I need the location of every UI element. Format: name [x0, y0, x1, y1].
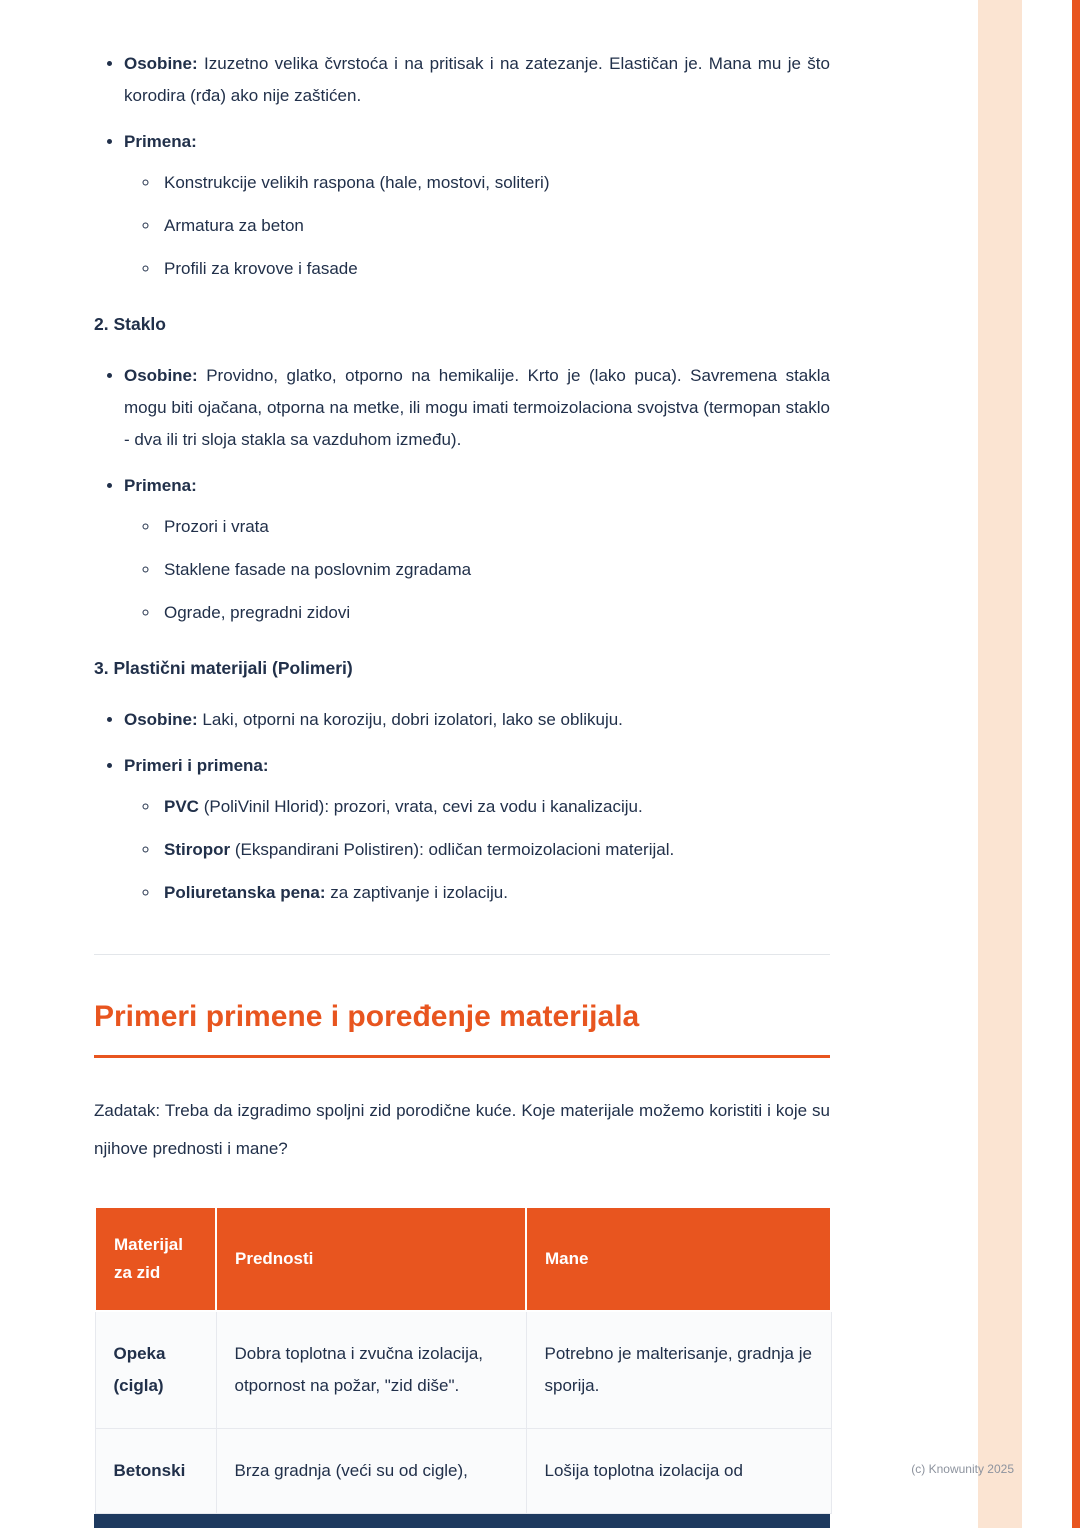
primena-line — [124, 470, 830, 502]
plastika-primeri-sublist — [124, 792, 830, 908]
table-header — [95, 1207, 831, 1311]
osobine-text: Izuzetno velika čvrstoća i na pritisak i na zatezanje. Elastičan je. Mana mu je što korodira (rđa) ako nije zaštićen. — [124, 54, 830, 105]
primeri-item-label: PVC — [164, 797, 199, 816]
osobine-label: Osobine: — [124, 710, 198, 729]
list-item-osobine — [124, 360, 830, 456]
primena-item: ◦ Armatura za beton — [160, 211, 830, 241]
primeri-item-text: (Ekspandirani Polistiren): odličan termoizolacioni materijal. — [234, 840, 675, 859]
list-item-primeri — [124, 750, 830, 908]
primeri-item-text: (PoliVinil Hlorid): prozori, vrata, cevi za vodu i kanalizaciju. — [203, 797, 643, 816]
next-section-edge — [94, 1514, 830, 1528]
staklo-properties-list — [94, 360, 830, 628]
document-content — [94, 48, 830, 1514]
right-margin-strip — [978, 0, 1022, 1528]
section-divider — [94, 954, 830, 955]
table-row — [95, 1311, 831, 1429]
list-item-osobine — [124, 48, 830, 112]
osobine-line — [124, 704, 830, 736]
cell-material: Opeka (cigla) — [95, 1311, 216, 1429]
steel-properties-list — [94, 48, 830, 284]
list-item-osobine — [124, 704, 830, 736]
osobine-line — [124, 360, 830, 456]
primena-label: Primena: — [124, 132, 197, 151]
cell-mane: Lošija toplotna izolacija od — [526, 1429, 831, 1514]
copyright-credit: (c) Knowunity 2025 — [911, 1462, 1014, 1476]
cell-prednosti: Dobra toplotna i zvučna izolacija, otpornost na požar, "zid diše". — [216, 1311, 526, 1429]
table-row — [95, 1429, 831, 1514]
primena-item: ◦ Profili za krovove i fasade — [160, 254, 830, 284]
primena-item: ◦ Prozori i vrata — [160, 512, 830, 542]
materials-comparison-table — [94, 1206, 832, 1514]
primeri-line — [124, 750, 830, 782]
primena-line — [124, 126, 830, 158]
cell-material: Betonski — [95, 1429, 216, 1514]
cell-prednosti: Brza gradnja (veći su od cigle), — [216, 1429, 526, 1514]
column-header-prednosti: Prednosti — [216, 1207, 526, 1311]
table-header-row — [95, 1207, 831, 1311]
osobine-text: Laki, otporni na koroziju, dobri izolatori, lako se oblikuju. — [202, 710, 623, 729]
osobine-text: Providno, glatko, otporno na hemikalije. Krto je (lako puca). Savremena stakla mogu biti ojačana, otporna na metke, ili mogu imati termoizolaciona svojstva (termopan staklo - dva ili tri sloja stakla sa vazduhom između). — [124, 366, 830, 449]
primena-label: Primena: — [124, 476, 197, 495]
primena-item: ◦ Staklene fasade na poslovnim zgradama — [160, 555, 830, 585]
table-body — [95, 1311, 831, 1514]
primeri-item — [160, 792, 830, 822]
page-title: Primeri primene i poređenje materijala — [94, 999, 830, 1058]
list-item-primena — [124, 126, 830, 284]
primeri-item — [160, 878, 830, 908]
primena-item: ◦ Konstrukcije velikih raspona (hale, mostovi, soliteri) — [160, 168, 830, 198]
list-item-primena — [124, 470, 830, 628]
osobine-label: Osobine: — [124, 366, 198, 385]
section-heading-staklo: 2. Staklo — [94, 314, 166, 334]
primeri-item-text: za zaptivanje i izolaciju. — [330, 883, 508, 902]
staklo-primena-sublist — [124, 512, 830, 628]
column-header-materijal: Materijal za zid — [95, 1207, 216, 1311]
cell-mane: Potrebno je malterisanje, gradnja je sporija. — [526, 1311, 831, 1429]
primeri-item-label: Poliuretanska pena: — [164, 883, 326, 902]
column-header-mane: Mane — [526, 1207, 831, 1311]
page-right-edge-bar — [1072, 0, 1080, 1528]
task-paragraph: Zadatak: Treba da izgradimo spoljni zid porodične kuće. Koje materijale možemo koristiti i koje su njihove prednosti i mane? — [94, 1101, 830, 1158]
steel-primena-sublist — [124, 168, 830, 284]
osobine-label: Osobine: — [124, 54, 198, 73]
primena-item: ◦ Ograde, pregradni zidovi — [160, 598, 830, 628]
primeri-item-label: Stiropor — [164, 840, 231, 859]
plastika-properties-list — [94, 704, 830, 908]
primeri-item — [160, 835, 830, 865]
section-heading-plastika: 3. Plastični materijali (Polimeri) — [94, 658, 353, 678]
primeri-label: Primeri i primena: — [124, 756, 269, 775]
osobine-line — [124, 48, 830, 112]
